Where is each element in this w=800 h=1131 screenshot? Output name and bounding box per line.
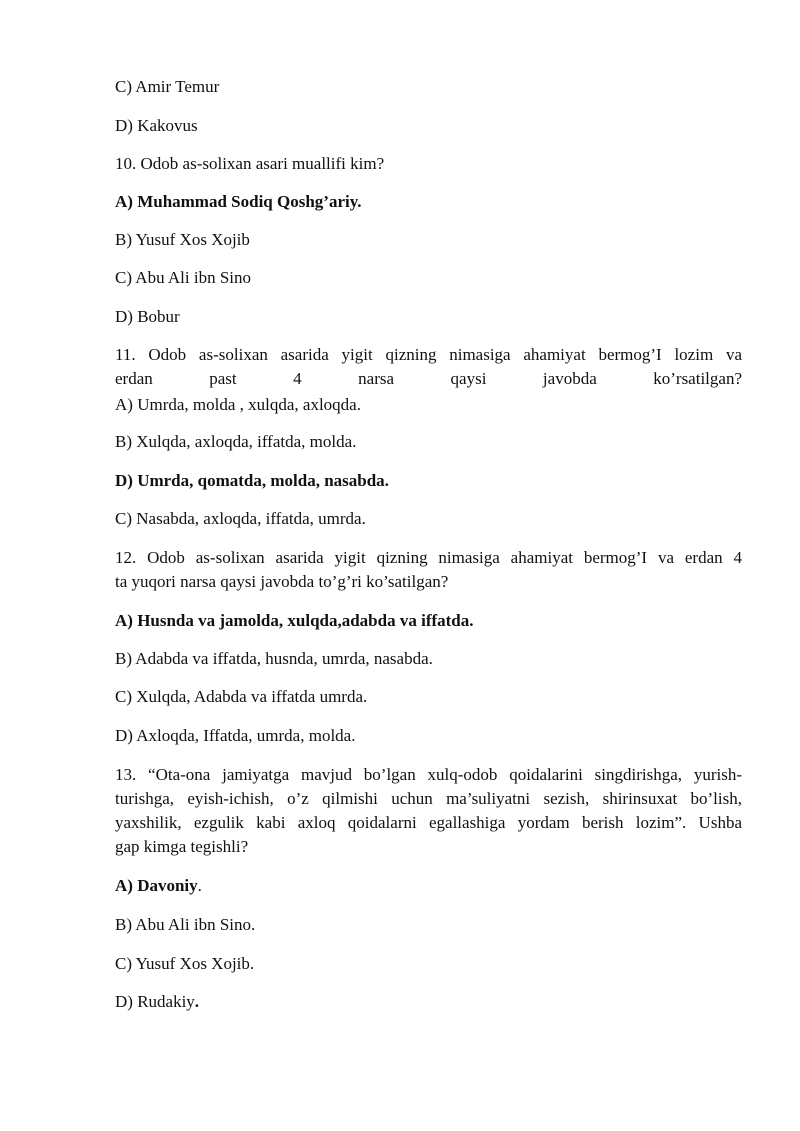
q11-option-d-correct: D) Umrda, qomatda, molda, nasabda. <box>115 471 389 490</box>
question-12-line-1: 12. Odob as-solixan asarida yigit qizning nimasiga ahamiyat bermog’I va erdan 4 <box>115 548 742 567</box>
q13-option-c: C) Yusuf Xos Xojib. <box>115 954 255 973</box>
q13-option-a-correct <box>115 876 202 896</box>
q11-option-b: B) Xulqda, axloqda, iffatda, molda. <box>115 432 357 451</box>
q10-option-a-correct: A) Muhammad Sodiq Qoshg’ariy. <box>115 192 362 211</box>
q13-option-b: B) Abu Ali ibn Sino. <box>115 915 256 934</box>
question-13 <box>115 763 742 859</box>
q10-option-c: C) Abu Ali ibn Sino <box>115 268 252 287</box>
question-11-line-2: erdan past 4 narsa qaysi javobda ko’rsatilgan? <box>115 369 742 388</box>
q13-option-d-dot: . <box>194 992 200 1011</box>
question-12-line-2: ta yuqori narsa qaysi javobda to’g’ri ko’satilgan? <box>115 572 449 591</box>
q10-option-d: D) Bobur <box>115 307 180 326</box>
question-12 <box>115 546 742 594</box>
question-13-line-1: 13. “Ota-ona jamiyatga mavjud bo’lgan xulq-odob qoidalarini singdirishga, yurish- <box>115 765 742 784</box>
q13-option-a-label: A) Davoniy <box>115 876 198 895</box>
q11-option-a: A) Umrda, molda , xulqda, axloqda. <box>115 395 361 414</box>
q12-option-a-correct: A) Husnda va jamolda, xulqda,adabda va iffatda. <box>115 611 474 630</box>
q9-option-d: D) Kakovus <box>115 116 198 135</box>
question-13-line-3: yaxshilik, ezgulik kabi axloq qoidalarni egallashiga yordam berish lozim”. Ushba <box>115 813 742 832</box>
question-11-line-1: 11. Odob as-solixan asarida yigit qizning nimasiga ahamiyat bermog’I lozim va <box>115 345 742 364</box>
question-11 <box>115 343 742 391</box>
q11-option-c: C) Nasabda, axloqda, iffatda, umrda. <box>115 509 366 528</box>
question-10: 10. Odob as-solixan asari muallifi kim? <box>115 154 385 173</box>
q13-option-d-label: D) Rudakiy <box>115 992 195 1011</box>
q13-option-a-dot: . <box>197 876 202 895</box>
q10-option-b: B) Yusuf Xos Xojib <box>115 230 250 249</box>
q12-option-d: D) Axloqda, Iffatda, umrda, molda. <box>115 726 356 745</box>
question-13-line-2: turishga, eyish-ichish, o’z qilmishi uchun ma’suliyatni sezish, shirinsuxat bo’lish, <box>115 789 742 808</box>
q9-option-c: C) Amir Temur <box>115 77 220 96</box>
q12-option-b: B) Adabda va iffatda, husnda, umrda, nasabda. <box>115 649 433 668</box>
q13-option-d <box>115 992 199 1012</box>
q12-option-c: C) Xulqda, Adabda va iffatda umrda. <box>115 687 368 706</box>
question-13-line-4: gap kimga tegishli? <box>115 837 249 856</box>
